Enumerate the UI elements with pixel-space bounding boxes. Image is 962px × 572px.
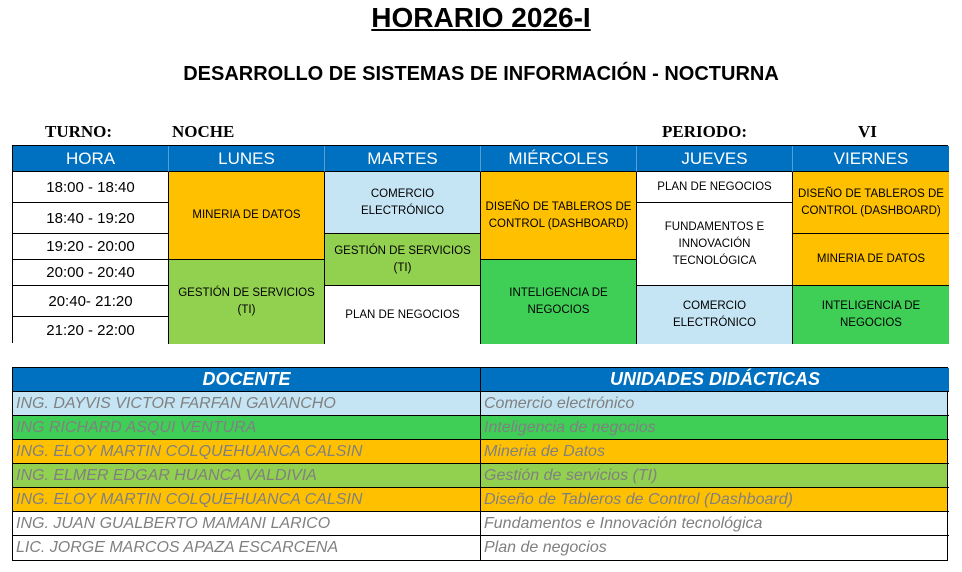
docente-name: ING. DAYVIS VICTOR FARFAN GAVANCHO [13, 392, 481, 416]
class-cell-jueves: PLAN DE NEGOCIOS [637, 172, 793, 203]
periodo-value: VI [858, 122, 877, 141]
docente-name: ING RICHARD ASQUI VENTURA [13, 416, 481, 440]
class-cell-martes: COMERCIO ELECTRÓNICO [325, 172, 481, 234]
docente-name: ING. JUAN GUALBERTO MAMANI LARICO [13, 512, 481, 536]
unidad-name: Diseño de Tableros de Control (Dashboard) [481, 488, 949, 512]
class-cell-jueves: FUNDAMENTOS E INNOVACIÓN TECNOLÓGICA [637, 203, 793, 286]
document-title: HORARIO 2026-I [371, 2, 591, 33]
header-hora: HORA [13, 146, 169, 172]
unidad-name: Inteligencia de negocios [481, 416, 949, 440]
table-row [13, 512, 947, 536]
table-row [13, 464, 947, 488]
header-miercoles: MIÉRCOLES [481, 146, 637, 172]
unidad-name: Gestión de servicios (TI) [481, 464, 949, 488]
docente-name: ING. ELOY MARTIN COLQUEHUANCA CALSIN [13, 440, 481, 464]
table-row [13, 536, 947, 560]
class-cell-lunes: MINERIA DE DATOS [169, 172, 325, 260]
class-cell-jueves: COMERCIO ELECTRÓNICO [637, 286, 793, 344]
header-viernes: VIERNES [793, 146, 949, 172]
table-row [13, 440, 947, 464]
docentes-header-row [13, 368, 947, 392]
header-lunes: LUNES [169, 146, 325, 172]
unidad-name: Comercio electrónico [481, 392, 949, 416]
table-row [13, 488, 947, 512]
schedule-table [12, 145, 948, 343]
unidad-name: Fundamentos e Innovación tecnológica [481, 512, 949, 536]
class-cell-viernes: MINERIA DE DATOS [793, 234, 949, 286]
class-cell-lunes: GESTIÓN DE SERVICIOS (TI) [169, 260, 325, 344]
hour-cell: 18:00 - 18:40 [13, 172, 169, 203]
hour-cell: 20:40- 21:20 [13, 286, 169, 317]
header-docente: DOCENTE [13, 368, 481, 392]
class-cell-viernes: DISEÑO DE TABLEROS DE CONTROL (DASHBOARD) [793, 172, 949, 234]
header-unidades: UNIDADES DIDÁCTICAS [481, 368, 949, 392]
table-row [13, 416, 947, 440]
class-cell-martes: GESTIÓN DE SERVICIOS (TI) [325, 234, 481, 286]
document-subtitle: DESARROLLO DE SISTEMAS DE INFORMACIÓN - NOCTURNA [183, 63, 779, 85]
docentes-table [12, 367, 948, 561]
hour-cell: 20:00 - 20:40 [13, 260, 169, 286]
header-jueves: JUEVES [637, 146, 793, 172]
class-cell-miercoles: INTELIGENCIA DE NEGOCIOS [481, 260, 637, 344]
hour-cell: 21:20 - 22:00 [13, 317, 169, 344]
hour-cell: 19:20 - 20:00 [13, 234, 169, 260]
class-cell-viernes: INTELIGENCIA DE NEGOCIOS [793, 286, 949, 344]
class-cell-miercoles: DISEÑO DE TABLEROS DE CONTROL (DASHBOARD) [481, 172, 637, 260]
turno-label: TURNO: [45, 122, 113, 141]
unidad-name: Plan de negocios [484, 539, 607, 556]
docente-name: ING. ELOY MARTIN COLQUEHUANCA CALSIN [13, 488, 481, 512]
table-row [13, 392, 947, 416]
periodo-label: PERIODO: [662, 122, 747, 141]
hour-cell: 18:40 - 19:20 [13, 203, 169, 234]
turno-value: NOCHE [172, 122, 235, 141]
class-cell-martes: PLAN DE NEGOCIOS [325, 286, 481, 344]
header-martes: MARTES [325, 146, 481, 172]
docente-name: ING. ELMER EDGAR HUANCA VALDIVIA [13, 464, 481, 488]
docente-name: LIC. JORGE MARCOS APAZA ESCARCENA [13, 536, 481, 560]
unidad-name: Mineria de Datos [481, 440, 949, 464]
